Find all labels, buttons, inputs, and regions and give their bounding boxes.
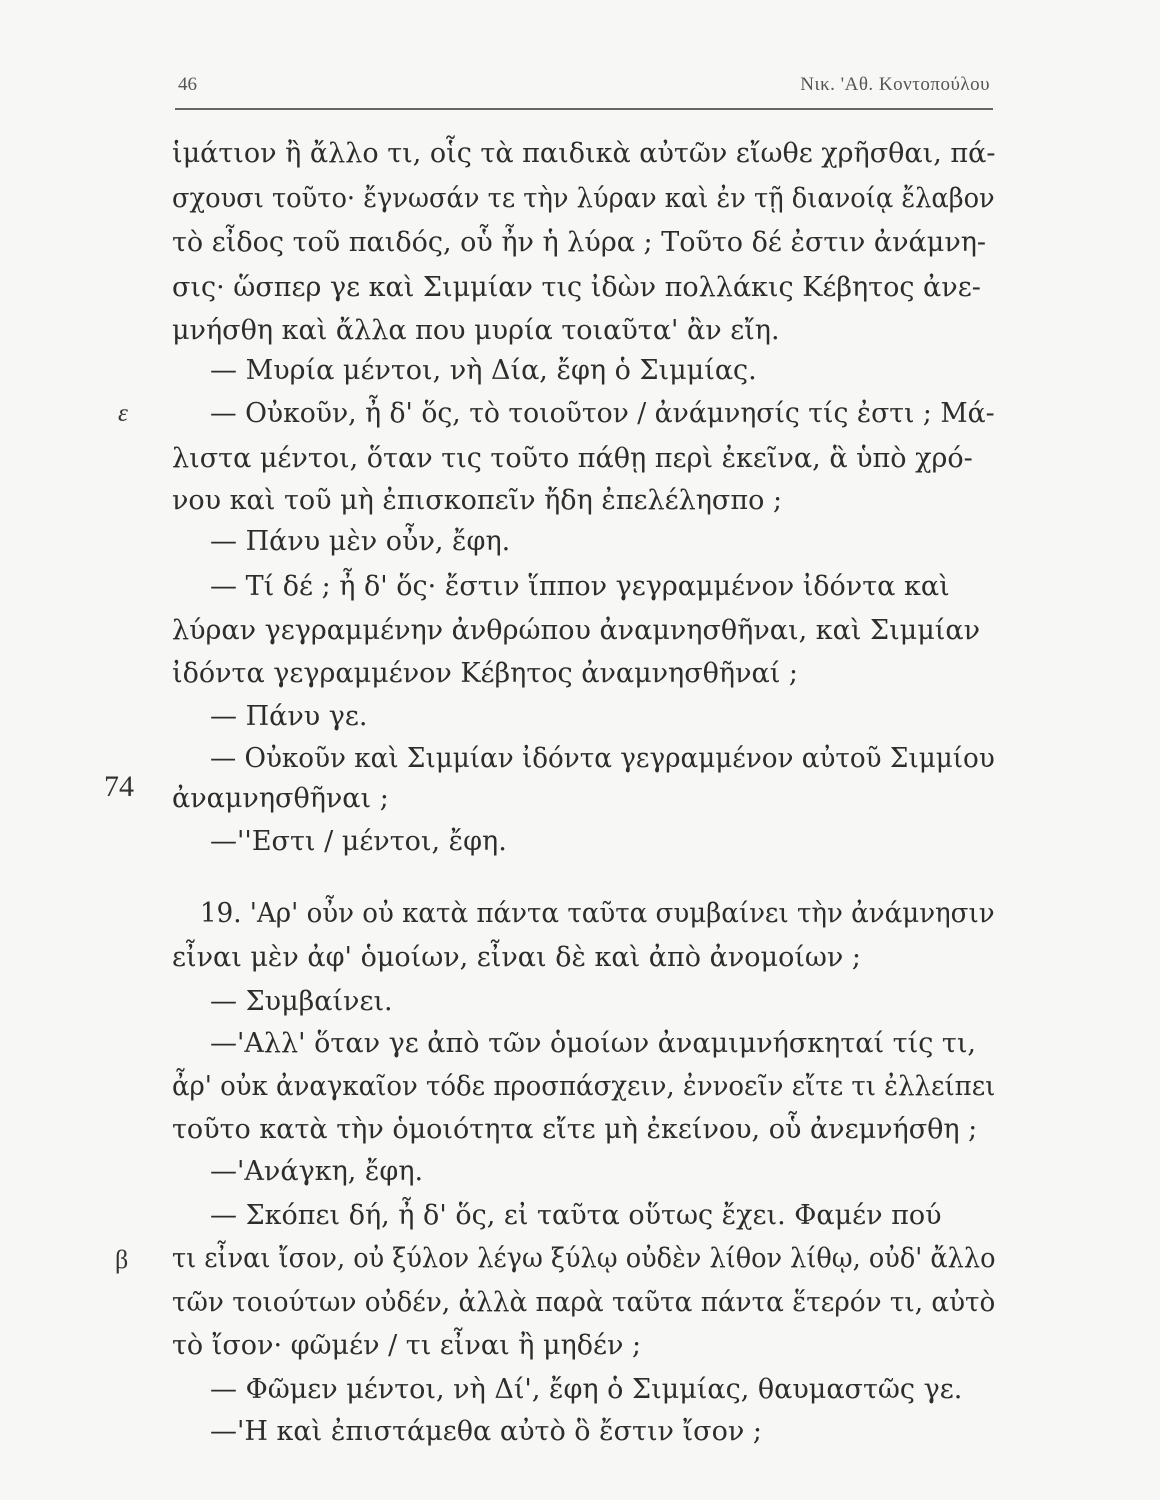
text-line: τι εἶναι ἴσον, οὐ ξύλον λέγω ξύλῳ οὐδὲν λίθον λίθῳ, οὐδ' ἄλλο <box>172 1243 996 1274</box>
page-header <box>178 74 990 104</box>
text-line: μνήσθη καὶ ἄλλα που μυρία τοιαῦτα' ἂν εἴη. <box>172 315 780 346</box>
text-line: λιστα μέντοι, ὅταν τις τοῦτο πάθῃ περὶ ἐκεῖνα, ἃ ὑπὸ χρό- <box>172 443 973 474</box>
text-line: τὸ ἴσον· φῶμέν / τι εἶναι ἢ μηδέν ; <box>172 1330 642 1361</box>
text-line: ἆρ' οὐκ ἀναγκαῖον τόδε προσπάσχειν, ἐννοεῖν εἴτε τι ἐλλείπει <box>172 1071 996 1102</box>
text-line: λύραν γεγραμμένην ἀνθρώπου ἀναμνησθῆναι, καὶ Σιμμίαν <box>172 615 981 646</box>
text-line: —'Αλλ' ὅταν γε ἀπὸ τῶν ὁμοίων ἀναμιμνήσκηταί τίς τι, <box>210 1028 977 1059</box>
text-line: ἱμάτιον ἢ ἄλλο τι, οἷς τὰ παιδικὰ αὐτῶν εἴωθε χρῆσθαι, πά- <box>172 138 996 169</box>
text-line: ἀναμνησθῆναι ; <box>172 783 389 814</box>
text-line: — Οὐκοῦν καὶ Σιμμίαν ἰδόντα γεγραμμένον αὐτοῦ Σιμμίου <box>210 743 995 774</box>
text-line: εἶναι μὲν ἀφ' ὁμοίων, εἶναι δὲ καὶ ἀπὸ ἀνομοίων ; <box>172 942 862 973</box>
margin-note-e: ε <box>118 400 128 427</box>
text-line: — Πάνυ γε. <box>210 701 368 732</box>
text-line: — Τί δέ ; ἦ δ' ὅς· ἔστιν ἵππον γεγραμμένον ἰδόντα καὶ <box>210 571 950 602</box>
text-line: τὸ εἶδος τοῦ παιδός, οὗ ἦν ἡ λύρα ; Τοῦτο δέ ἐστιν ἀνάμνη- <box>172 227 987 258</box>
running-title: Νικ. 'Αθ. Κοντοπούλου <box>800 74 990 95</box>
text-line: — Συμβαίνει. <box>210 986 393 1017</box>
page-number: 46 <box>178 74 197 95</box>
header-rule <box>175 108 993 110</box>
text-line: 19. 'Αρ' οὖν οὐ κατὰ πάντα ταῦτα συμβαίνει τὴν ἀνάμνησιν <box>200 898 995 929</box>
text-line: — Σκόπει δή, ἦ δ' ὅς, εἰ ταῦτα οὕτως ἔχει. Φαμέν πού <box>210 1200 942 1231</box>
text-line: ἰδόντα γεγραμμένον Κέβητος ἀναμνησθῆναί ; <box>172 658 799 689</box>
text-line: νου καὶ τοῦ μὴ ἐπισκοπεῖν ἤδη ἐπελέλησπο ; <box>172 485 783 516</box>
text-line: —'Ανάγκη, ἔφη. <box>210 1156 424 1187</box>
text-line: — Μυρία μέντοι, νὴ Δία, ἔφη ὁ Σιμμίας. <box>210 355 757 386</box>
margin-note-74: 74 <box>104 770 134 803</box>
text-line: — Οὐκοῦν, ἦ δ' ὅς, τὸ τοιοῦτον / ἀνάμνησίς τίς ἐστι ; Μά- <box>210 398 995 429</box>
text-line: σις· ὥσπερ γε καὶ Σιμμίαν τις ἰδὼν πολλάκις Κέβητος ἀνε- <box>172 272 981 303</box>
text-line: σχουσι τοῦτο· ἔγνωσάν τε τὴν λύραν καὶ ἐν τῇ διανοίᾳ ἔλαβον <box>172 183 995 214</box>
text-line: — Φῶμεν μέντοι, νὴ Δί', ἔφη ὁ Σιμμίας, θαυμαστῶς γε. <box>210 1374 963 1405</box>
text-line: —'Η καὶ ἐπιστάμεθα αὐτὸ ὃ ἔστιν ἴσον ; <box>210 1416 762 1447</box>
text-line: τοῦτο κατὰ τὴν ὁμοιότητα εἴτε μὴ ἐκείνου, οὗ ἀνεμνήσθη ; <box>172 1114 978 1145</box>
text-line: τῶν τοιούτων οὐδέν, ἀλλὰ παρὰ ταῦτα πάντα ἕτερόν τι, αὐτὸ <box>172 1287 996 1318</box>
text-line: —''Εστι / μέντοι, ἔφη. <box>210 826 507 857</box>
text-line: — Πάνυ μὲν οὖν, ἔφη. <box>210 526 511 557</box>
margin-note-b: β <box>115 1245 129 1274</box>
